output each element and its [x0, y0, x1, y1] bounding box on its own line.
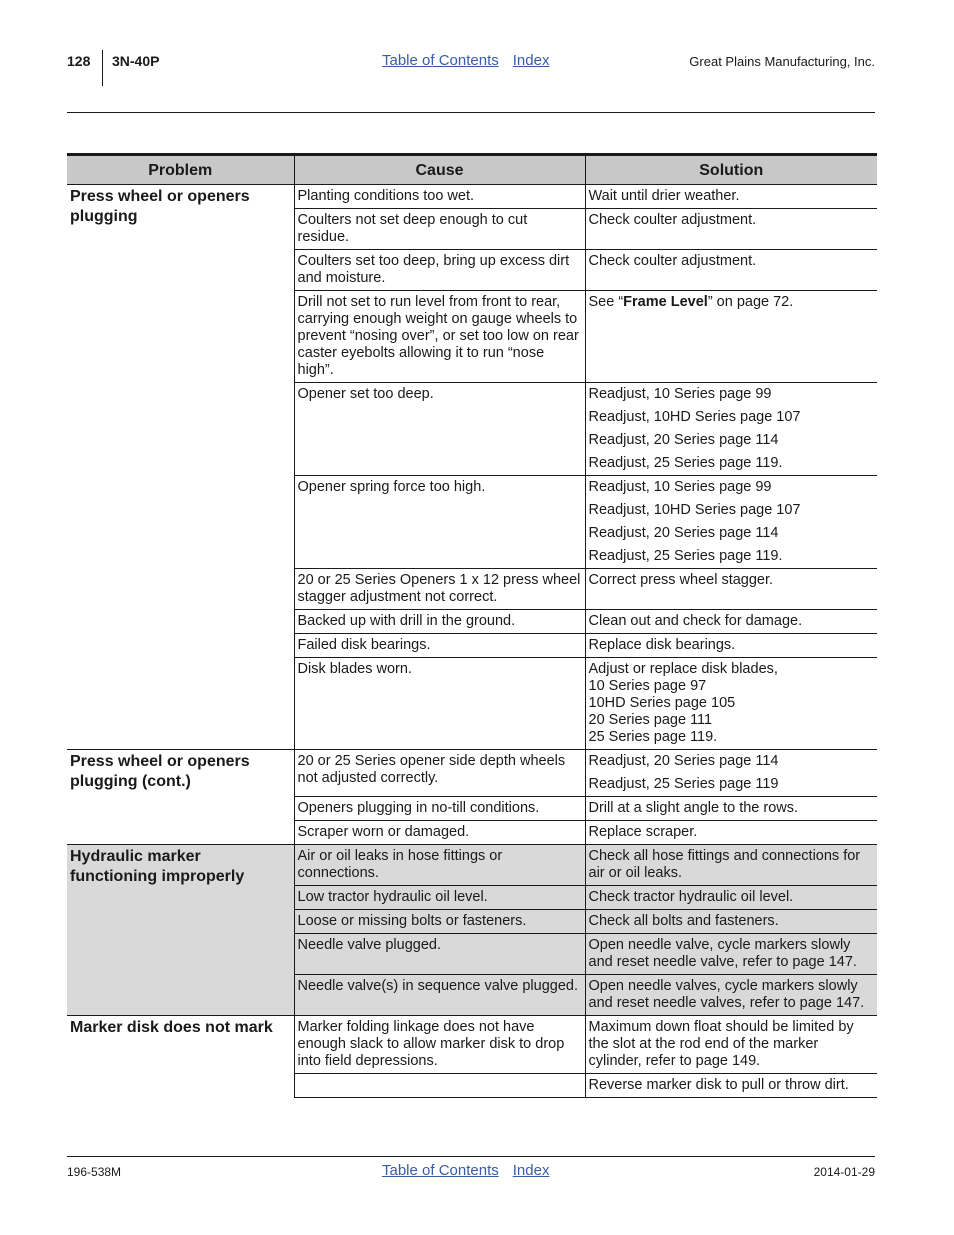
troubleshooting-table [67, 153, 877, 1098]
cause-cell: Coulters set too deep, bring up excess dirt and moisture. [294, 250, 585, 291]
solution-cell [585, 610, 877, 634]
solution-line: Check coulter adjustment. [588, 212, 757, 228]
solution-line: Clean out and check for damage. [588, 613, 803, 629]
company-name: Great Plains Manufacturing, Inc. [689, 54, 875, 69]
solution-line: Drill at a slight angle to the rows. [588, 800, 799, 816]
solution-line: Open needle valve, cycle markers slowly and reset needle valve, refer to page 147. [588, 937, 857, 970]
solution-cell [585, 250, 877, 291]
solution-line: Reverse marker disk to pull or throw dirt. [588, 1077, 849, 1093]
solution-cell [585, 797, 877, 821]
table-row [67, 750, 877, 797]
solution-cell [585, 383, 877, 476]
solution-line: Readjust, 20 Series page 114 [588, 753, 779, 769]
solution-cell [585, 750, 877, 797]
solution-line: Check coulter adjustment. [588, 253, 757, 269]
solution-cell [585, 569, 877, 610]
solution-line: Check all bolts and fasteners. [588, 913, 779, 929]
solution-line: 25 Series page 119. [588, 729, 718, 745]
index-link[interactable]: Index [512, 52, 550, 69]
page-number: 128 [67, 53, 91, 69]
solution-cell [585, 185, 877, 209]
cause-cell: Needle valve plugged. [294, 934, 585, 975]
solution-line: Readjust, 25 Series page 119. [588, 548, 783, 564]
table-row [67, 845, 877, 886]
cause-cell [294, 1074, 585, 1098]
table-row [67, 1016, 877, 1074]
cause-cell: Coulters not set deep enough to cut residue. [294, 209, 585, 250]
solution-cell [585, 1074, 877, 1098]
cause-cell: Low tractor hydraulic oil level. [294, 886, 585, 910]
header-rule [67, 112, 875, 113]
problem-cell: Press wheel or openers plugging [67, 185, 294, 750]
cause-cell: Disk blades worn. [294, 658, 585, 750]
solution-line: Readjust, 20 Series page 114 [588, 432, 779, 448]
solution-line: Readjust, 20 Series page 114 [588, 525, 779, 541]
solution-line: Wait until drier weather. [588, 188, 740, 204]
cause-cell: Opener set too deep. [294, 383, 585, 476]
solution-cell [585, 291, 877, 383]
cause-cell: Planting conditions too wet. [294, 185, 585, 209]
solution-line: Readjust, 10HD Series page 107 [588, 502, 801, 518]
solution-cell [585, 658, 877, 750]
solution-reference: Frame Level [623, 294, 708, 310]
table-row [67, 185, 877, 209]
solution-text: ” on page 72. [707, 294, 794, 310]
solution-line: Replace disk bearings. [588, 637, 736, 653]
solution-line: Replace scraper. [588, 824, 698, 840]
problem-cell: Press wheel or openers plugging (cont.) [67, 750, 294, 845]
cause-cell: 20 or 25 Series opener side depth wheels not adjusted correctly. [294, 750, 585, 797]
column-header-problem: Problem [67, 155, 294, 185]
solution-line: 10HD Series page 105 [588, 695, 736, 711]
cause-cell: Drill not set to run level from front to rear, carrying enough weight on gauge wheels to prevent “nosing over”, or set too low on rear caster eyebolts allowing it to run “nose high”. [294, 291, 585, 383]
solution-cell [585, 476, 877, 569]
solution-cell [585, 845, 877, 886]
problem-cell: Hydraulic marker functioning improperly [67, 845, 294, 1016]
solution-line: Readjust, 10HD Series page 107 [588, 409, 801, 425]
header-divider [102, 50, 103, 86]
solution-line: Readjust, 10 Series page 99 [588, 479, 772, 495]
solution-cell [585, 1016, 877, 1074]
header-left [67, 53, 160, 69]
cause-cell: Marker folding linkage does not have enough slack to allow marker disk to drop into field depressions. [294, 1016, 585, 1074]
cause-cell: Needle valve(s) in sequence valve plugged. [294, 975, 585, 1016]
solution-line: Maximum down float should be limited by the slot at the rod end of the marker cylinder, refer to page 149. [588, 1019, 854, 1069]
solution-line: 10 Series page 97 [588, 678, 707, 694]
cause-cell: Failed disk bearings. [294, 634, 585, 658]
cause-cell: Backed up with drill in the ground. [294, 610, 585, 634]
cause-cell: Scraper worn or damaged. [294, 821, 585, 845]
toc-link[interactable]: Table of Contents [382, 52, 499, 69]
footer-links [382, 1162, 549, 1179]
solution-text: See “ [588, 294, 624, 310]
problem-cell: Marker disk does not mark [67, 1016, 294, 1098]
solution-cell [585, 209, 877, 250]
solution-line: Readjust, 10 Series page 99 [588, 386, 772, 402]
index-link[interactable]: Index [512, 1162, 550, 1179]
column-header-cause: Cause [294, 155, 585, 185]
solution-line: Readjust, 25 Series page 119. [588, 455, 783, 471]
header-links [382, 52, 549, 69]
column-header-solution: Solution [585, 155, 877, 185]
solution-line: Readjust, 25 Series page 119 [588, 776, 779, 792]
cause-cell: Air or oil leaks in hose fittings or connections. [294, 845, 585, 886]
solution-line: Check tractor hydraulic oil level. [588, 889, 794, 905]
cause-cell: 20 or 25 Series Openers 1 x 12 press wheel stagger adjustment not correct. [294, 569, 585, 610]
solution-cell [585, 910, 877, 934]
solution-line: Correct press wheel stagger. [588, 572, 774, 588]
solution-cell [585, 634, 877, 658]
solution-line: Check all hose fittings and connections for air or oil leaks. [588, 848, 861, 881]
solution-line: 20 Series page 111 [588, 712, 713, 728]
table-header-row [67, 155, 877, 185]
solution-line: Adjust or replace disk blades, [588, 661, 778, 677]
cause-cell: Openers plugging in no-till conditions. [294, 797, 585, 821]
solution-cell [585, 886, 877, 910]
table-body [67, 185, 877, 1098]
footer-rule [67, 1156, 875, 1157]
doc-number: 196-538M [67, 1165, 122, 1179]
toc-link[interactable]: Table of Contents [382, 1162, 499, 1179]
revision-date: 2014-01-29 [813, 1165, 875, 1179]
cause-cell: Loose or missing bolts or fasteners. [294, 910, 585, 934]
solution-cell [585, 934, 877, 975]
solution-cell [585, 975, 877, 1016]
solution-cell [585, 821, 877, 845]
doc-code: 3N-40P [112, 53, 160, 69]
cause-cell: Opener spring force too high. [294, 476, 585, 569]
solution-line: Open needle valves, cycle markers slowly and reset needle valves, refer to page 147. [588, 978, 865, 1011]
